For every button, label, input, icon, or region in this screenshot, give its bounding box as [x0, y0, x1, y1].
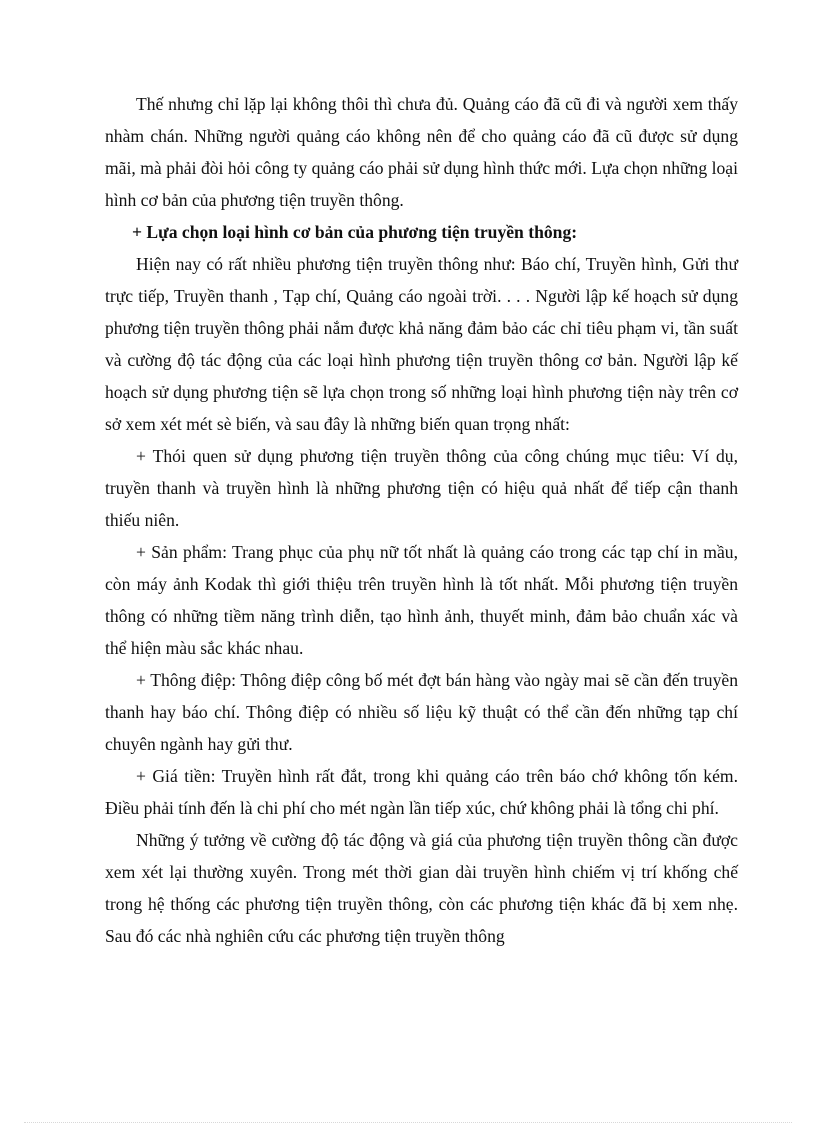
- document-page: [105, 88, 738, 952]
- paragraph-intro: Thế nhưng chỉ lặp lại không thôi thì chưa đủ. Quảng cáo đã cũ đi và người xem thấy nhàm chán. Những người quảng cáo không nên để cho quảng cáo đã cũ được sử dụng mãi, mà phải đòi hỏi công ty quảng cáo phải sử dụng hình thức mới. Lựa chọn những loại hình cơ bản của phương tiện truyền thông.: [105, 94, 738, 210]
- section-heading: + Lựa chọn loại hình cơ bản của phương tiện truyền thông:: [132, 222, 578, 242]
- bullet-product: + Sản phẩm: Trang phục của phụ nữ tốt nhất là quảng cáo trong các tạp chí in mầu, còn máy ảnh Kodak thì giới thiệu trên truyền hình là tốt nhất. Mỗi phương tiện truyền thông có những tiềm năng trình diễn, tạo hình ảnh, thuyết minh, đảm bảo chuẩn xác và thể hiện màu sắc khác nhau.: [105, 542, 738, 658]
- bullet-cost: + Giá tiền: Truyền hình rất đắt, trong khi quảng cáo trên báo chớ không tốn kém. Điều phải tính đến là chi phí cho mét ngàn lần tiếp xúc, chứ không phải là tổng chi phí.: [105, 766, 738, 818]
- paragraph-media-types: Hiện nay có rất nhiều phương tiện truyền thông như: Báo chí, Truyền hình, Gửi thư trực tiếp, Truyền thanh , Tạp chí, Quảng cáo ngoài trời. . . . Người lập kế hoạch sử dụng phương tiện truyền thông phải nắm được khả năng đảm bảo các chỉ tiêu phạm vi, tần suất và cường độ tác động của các loại hình phương tiện truyền thông cơ bản. Người lập kế hoạch sử dụng phương tiện sẽ lựa chọn trong số những loại hình phương tiện này trên cơ sở xem xét mét sè biến, và sau đây là những biến quan trọng nhất:: [105, 254, 738, 434]
- bullet-message: + Thông điệp: Thông điệp công bố mét đợt bán hàng vào ngày mai sẽ cần đến truyền thanh hay báo chí. Thông điệp có nhiều số liệu kỹ thuật có thể cần đến những tạp chí chuyên ngành hay gửi thư.: [105, 670, 738, 754]
- paragraph-impact-cost: Những ý tưởng về cường độ tác động và giá của phương tiện truyền thông cần được xem xét lại thường xuyên. Trong mét thời gian dài truyền hình chiếm vị trí khống chế trong hệ thống các phương tiện truyền thông, còn các phương tiện khác đã bị xem nhẹ. Sau đó các nhà nghiên cứu các phương tiện truyền thông: [105, 830, 738, 946]
- bullet-audience-habits: + Thói quen sử dụng phương tiện truyền thông của công chúng mục tiêu: Ví dụ, truyền thanh và truyền hình là những phương tiện có hiệu quả nhất để tiếp cận thanh thiếu niên.: [105, 446, 738, 530]
